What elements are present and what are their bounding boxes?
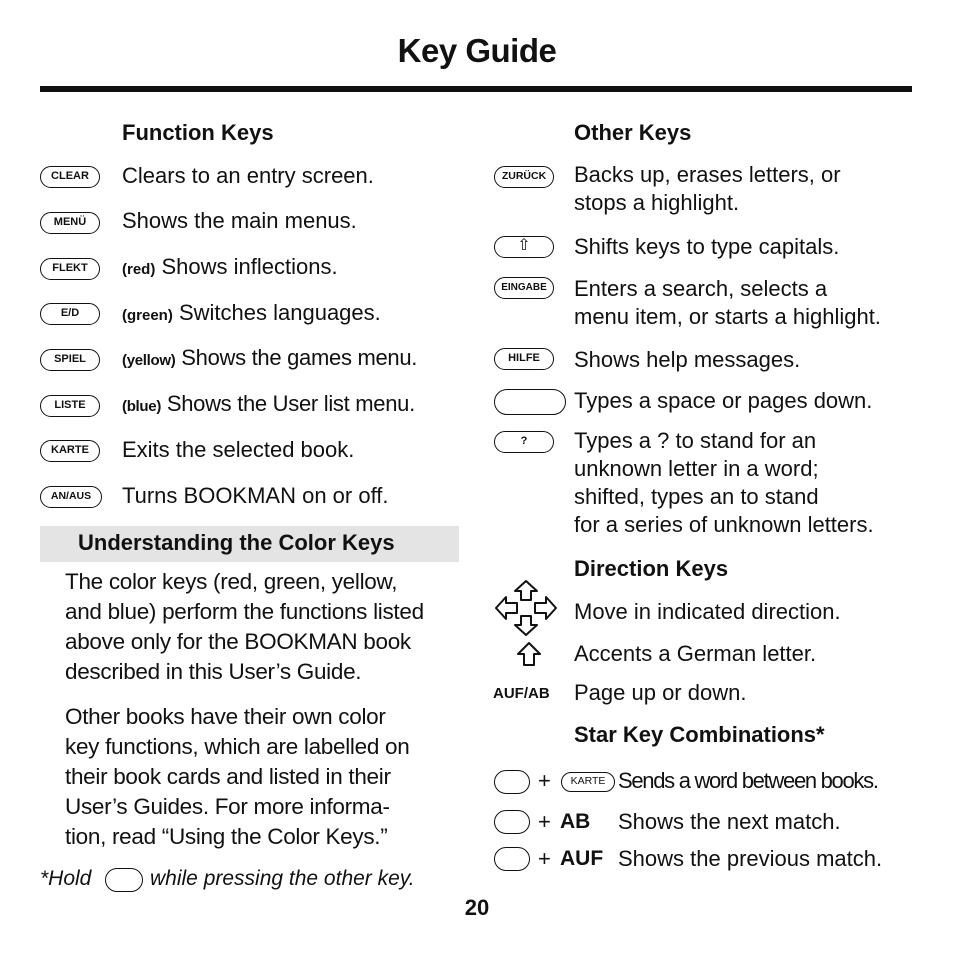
- star-karte-desc: Sends a word between books.: [618, 768, 878, 793]
- direction-keys-heading: Direction Keys: [574, 556, 729, 581]
- hilfe-key-desc: Shows help messages.: [574, 347, 801, 372]
- eingabe-key-icon: EINGABE: [494, 277, 554, 299]
- karte-combo-key-icon: KARTE: [561, 772, 615, 792]
- plus-sign: +: [538, 809, 551, 834]
- eingabe-key-desc: [574, 275, 881, 331]
- blue-tag: (blue): [122, 398, 162, 415]
- red-tag: (red): [122, 261, 156, 278]
- star-footnote-end: while pressing the other key.: [150, 867, 415, 890]
- zurueck-key-icon: ZURÜCK: [494, 166, 554, 188]
- karte-key-icon: KARTE: [40, 440, 100, 462]
- star-auf-desc: Shows the previous match.: [618, 846, 883, 871]
- auf-ab-desc: Page up or down.: [574, 680, 747, 705]
- para1-line: The color keys (red, green, yellow,: [65, 569, 398, 594]
- flekt-key-text: Shows inflections.: [161, 254, 338, 279]
- shift-key-icon: ⇧: [494, 236, 554, 258]
- desc-line: menu item, or starts a highlight.: [574, 304, 881, 329]
- spiel-key-icon: SPIEL: [40, 349, 100, 371]
- menu-key-desc: Shows the main menus.: [122, 208, 357, 233]
- auf-ab-key-label: AUF/AB: [493, 685, 550, 702]
- auf-combo-label: AUF: [560, 847, 604, 870]
- para1-line: above only for the BOOKMAN book: [65, 629, 411, 654]
- clear-key-desc: Clears to an entry screen.: [122, 163, 374, 188]
- an-aus-key-desc: Turns BOOKMAN on or off.: [122, 483, 389, 508]
- hilfe-key-icon: HILFE: [494, 348, 554, 370]
- question-key-icon: ?: [494, 431, 554, 453]
- color-keys-heading: Understanding the Color Keys: [78, 530, 395, 555]
- star-key-icon: [494, 770, 530, 794]
- desc-line: unknown letter in a word;: [574, 456, 819, 481]
- flekt-key-desc: [122, 253, 338, 284]
- title-rule: [40, 86, 912, 92]
- ed-key-text: Switches languages.: [178, 300, 381, 325]
- green-tag: (green): [122, 307, 173, 324]
- plus-sign: +: [538, 768, 551, 793]
- space-key-desc: Types a space or pages down.: [574, 388, 873, 413]
- function-keys-heading: Function Keys: [122, 120, 274, 145]
- menu-key-icon: MENÜ: [40, 212, 100, 234]
- star-combos-heading: Star Key Combinations*: [574, 722, 825, 747]
- star-ab-desc: Shows the next match.: [618, 809, 841, 834]
- shift-key-desc: Shifts keys to type capitals.: [574, 234, 840, 259]
- color-keys-para-2: [65, 702, 409, 852]
- para2-line: their book cards and listed in their: [65, 764, 391, 789]
- plus-sign: +: [538, 846, 551, 871]
- desc-line: shifted, types an to stand: [574, 484, 819, 509]
- desc-line: Backs up, erases letters, or: [574, 162, 841, 187]
- para2-line: tion, read “Using the Color Keys.”: [65, 824, 388, 849]
- accent-desc: Accents a German letter.: [574, 641, 817, 666]
- ed-key-desc: [122, 299, 381, 330]
- direction-arrows-icon: [493, 578, 559, 638]
- para2-line: Other books have their own color: [65, 704, 386, 729]
- para2-line: key functions, which are labelled on: [65, 734, 410, 759]
- para1-line: described in this User’s Guide.: [65, 659, 362, 684]
- other-keys-heading: Other Keys: [574, 120, 692, 145]
- ab-combo-label: AB: [560, 810, 591, 833]
- star-key-icon: [105, 868, 143, 892]
- zurueck-key-desc: [574, 161, 841, 217]
- para2-line: User’s Guides. For more informa-: [65, 794, 390, 819]
- liste-key-icon: LISTE: [40, 395, 100, 417]
- page-number: 20: [464, 895, 490, 920]
- accent-shift-icon: [516, 641, 542, 667]
- space-key-icon: [494, 389, 566, 415]
- question-key-desc: [574, 427, 874, 539]
- an-aus-key-icon: AN/AUS: [40, 486, 102, 508]
- page-title: Key Guide: [397, 32, 557, 69]
- liste-key-text: Shows the User list menu.: [166, 391, 415, 416]
- ed-key-icon: E/D: [40, 303, 100, 325]
- star-key-icon: [494, 810, 530, 834]
- star-key-icon: [494, 847, 530, 871]
- desc-line: for a series of unknown letters.: [574, 512, 874, 537]
- spiel-key-text: Shows the games menu.: [181, 345, 418, 370]
- desc-line: Enters a search, selects a: [574, 276, 828, 301]
- star-footnote-start: *Hold: [40, 867, 92, 890]
- spiel-key-desc: [122, 344, 417, 375]
- clear-key-icon: CLEAR: [40, 166, 100, 188]
- para1-line: and blue) perform the functions listed: [65, 599, 424, 624]
- flekt-key-icon: FLEKT: [40, 258, 100, 280]
- liste-key-desc: [122, 390, 415, 421]
- karte-key-desc: Exits the selected book.: [122, 437, 355, 462]
- yellow-tag: (yellow): [122, 352, 176, 369]
- desc-line: stops a highlight.: [574, 190, 740, 215]
- desc-line: Types a ? to stand for an: [574, 428, 817, 453]
- color-keys-para-1: [65, 567, 424, 687]
- move-desc: Move in indicated direction.: [574, 599, 841, 624]
